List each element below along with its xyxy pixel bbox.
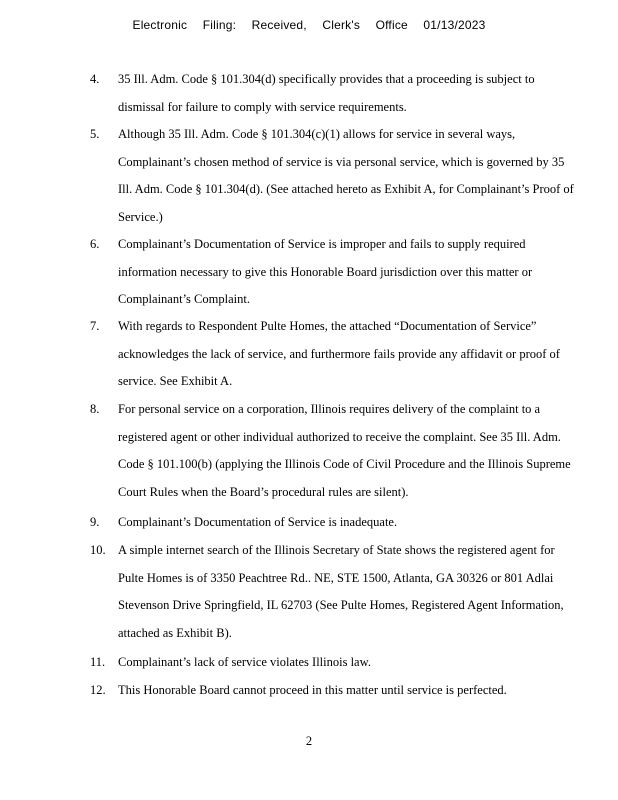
- electronic-filing-stamp: Electronic Filing: Received, Clerk's Office 01/13/2023: [132, 18, 486, 32]
- paragraph-number: 10.: [90, 543, 106, 557]
- paragraph-number: 5.: [90, 127, 100, 141]
- paragraph-text: Complainant’s Documentation of Service is inadequate.: [118, 515, 398, 529]
- paragraph-number: 7.: [90, 319, 100, 333]
- paragraph-text: 35 Ill. Adm. Code § 101.304(d) specifically provides that a proceeding is subject to dismissal for failure to comply with service requirements.: [118, 72, 535, 114]
- page-number: 2: [305, 734, 313, 748]
- paragraph-number: 11.: [90, 655, 106, 669]
- paragraph-number: 4.: [90, 72, 100, 86]
- paragraph-text: Although 35 Ill. Adm. Code § 101.304(c)(1) allows for service in several ways, Complainant’s chosen method of service is via personal service, which is governed by 35 Ill. Adm. Code § 101.304(d). (See attached hereto as Exhibit A, for Complainant’s Proof of Service.): [118, 127, 574, 224]
- paragraph-text: For personal service on a corporation, Illinois requires delivery of the complaint to a registered agent or other individual authorized to receive the complaint. See 35 Ill. Adm. Code § 101.100(b) (applying the Illinois Code of Civil Procedure and the Illinois Supreme Court Rules when the Board’s procedural rules are silent).: [118, 402, 571, 499]
- paragraph-text: With regards to Respondent Pulte Homes, the attached “Documentation of Service” acknowledges the lack of service, and furthermore fails provide any affidavit or proof of service. See Exhibit A.: [118, 319, 560, 388]
- paragraph-number: 12.: [90, 683, 106, 697]
- paragraph-text: This Honorable Board cannot proceed in this matter until service is perfected.: [118, 683, 507, 697]
- paragraph-text: Complainant’s lack of service violates Illinois law.: [118, 655, 371, 669]
- paragraph-text: A simple internet search of the Illinois Secretary of State shows the registered agent for Pulte Homes is of 3350 Peachtree Rd.. NE, STE 1500, Atlanta, GA 30326 or 801 Adlai Stevenson Drive Springfield, IL 62703 (See Pulte Homes, Registered Agent Information, attached as Exhibit B).: [118, 543, 564, 640]
- paragraph-number: 8.: [90, 402, 100, 416]
- paragraph-text: Complainant’s Documentation of Service is improper and fails to supply required information necessary to give this Honorable Board jurisdiction over this matter or Complainant’s Complaint.: [118, 237, 533, 306]
- paragraph-number: 6.: [90, 237, 100, 251]
- paragraph-number: 9.: [90, 515, 100, 529]
